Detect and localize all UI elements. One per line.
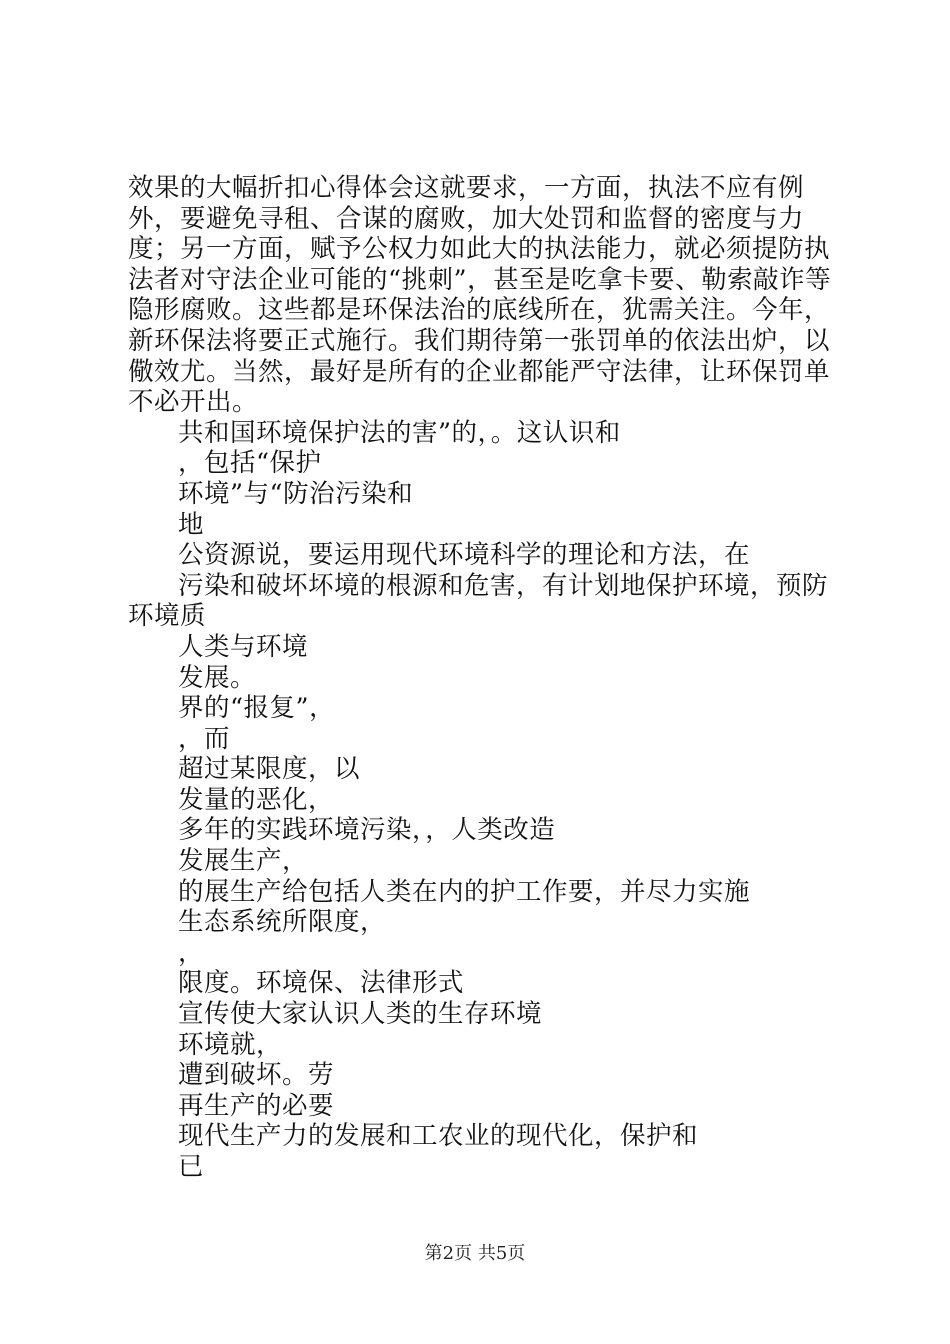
text-line: 发展生产， [178,846,309,877]
text-line: 环境”与“防治污染和 [178,478,414,509]
text-line: 环境就， [178,1029,283,1060]
text-line: 污染和破坏坏境的根源和危害，有计划地保护环境，预防环境质 [128,570,829,632]
document-body [128,173,838,1183]
text-line: 已 [178,1152,205,1182]
text-line: 地 [178,509,205,540]
text-line: 生态系统所限度， [178,907,387,938]
text-line: ，而 [178,723,231,754]
text-line: 限度。环境保、法律形式 [178,968,465,999]
text-line: ，包括“保护 [178,448,322,479]
text-line: 发展。 [178,662,257,693]
text-line: 公资源说，要运用现代环境科学的理论和方法，在 [178,540,751,571]
text-line: 界的“报复”， [178,693,336,724]
text-line: 的展生产给包括人类在内的护工作要，并尽力实施 [178,876,751,907]
text-line: 多年的实践环境污染，，人类改造 [178,815,556,846]
text-line: 遭到破坏。劳 [178,1060,335,1091]
text-line: 共和国环境保护法的害”的，。这认识和 [178,417,621,448]
page-number-footer: 第2页 共5页 [424,1243,526,1264]
text-line: 人类与环境 [178,631,309,662]
text-line: 超过某限度，以 [178,754,361,785]
text-line: 现代生产力的发展和工农业的现代化，保护和 [178,1121,699,1152]
text-line: ， [178,937,205,968]
text-line: 再生产的必要 [178,1090,335,1121]
text-line: 发量的恶化， [178,784,335,815]
text-line: 宣传使大家认识人类的生存环境 [178,999,543,1030]
paragraph-main: 效果的大幅折扣心得体会这就要求，一方面，执法不应有例外，要避免寻租、合谋的腐败，加大处罚和监督的密度与力度；另一方面，赋予公权力如此大的执法能力，就必须提防执法者对守法企业可能的“挑刺”，甚至是吃拿卡要、勒索敲诈等隐形腐败。这些都是环保法治的底线所在，犹需关注。今年，新环保法将要正式施行。我们期待第一张罚单的依法出炉，以儆效尤。当然，最好是所有的企业都能严守法律，让环保罚单不必开出。 [128,173,832,418]
